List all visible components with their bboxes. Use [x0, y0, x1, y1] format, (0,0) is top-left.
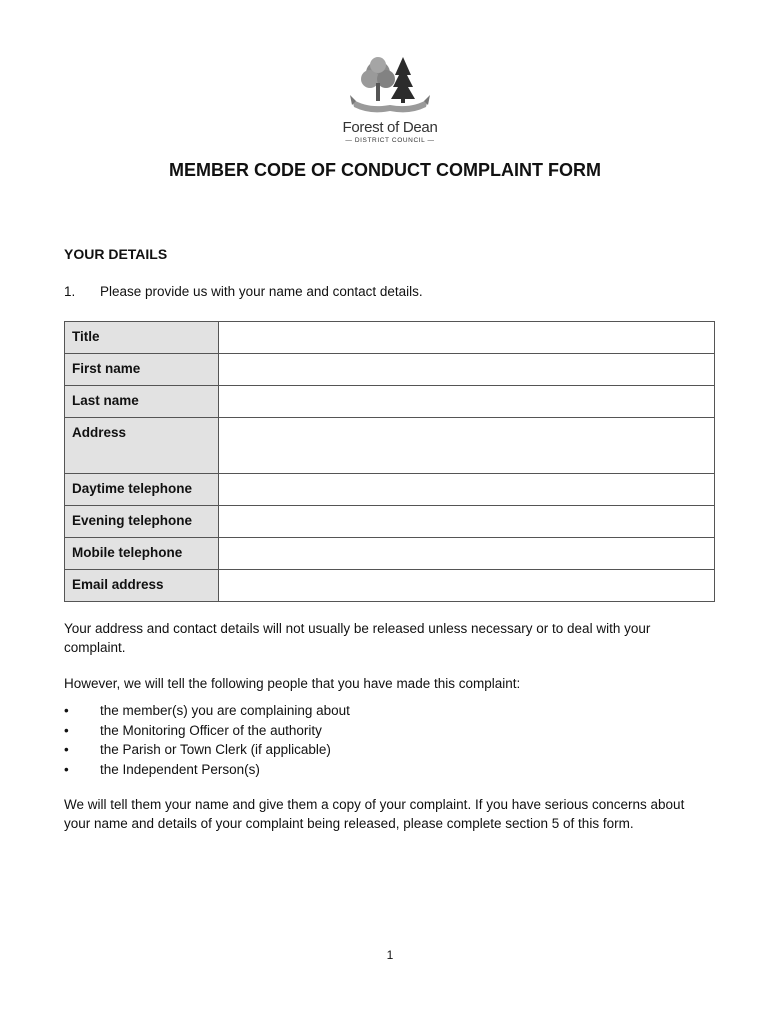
last-name-field[interactable]	[219, 386, 715, 418]
title-label: Title	[65, 322, 219, 354]
list-item	[64, 721, 350, 741]
bullet-icon: •	[64, 722, 69, 738]
table-row	[65, 570, 715, 602]
table-row	[65, 506, 715, 538]
bullet-icon: •	[64, 703, 69, 718]
daytime-telephone-field[interactable]	[219, 474, 715, 506]
last-name-label: Last name	[65, 386, 219, 418]
first-name-field[interactable]	[219, 354, 715, 386]
mobile-telephone-label: Mobile telephone	[65, 538, 219, 570]
email-address-label: Email address	[65, 570, 219, 602]
question-number: 1.	[64, 284, 76, 299]
email-address-field[interactable]	[219, 570, 715, 602]
mobile-telephone-field[interactable]	[219, 538, 715, 570]
table-row	[65, 386, 715, 418]
privacy-note: Your address and contact details will not usually be released unless necessary or to deal with your complaint.	[64, 621, 651, 655]
title-field[interactable]	[219, 322, 715, 354]
bullet-icon: •	[64, 761, 69, 777]
logo-subtitle: — DISTRICT COUNCIL —	[345, 137, 435, 144]
table-row	[65, 418, 715, 474]
table-row	[65, 474, 715, 506]
council-logo	[330, 55, 450, 150]
recipients-intro: However, we will tell the following people that you have made this complaint:	[64, 676, 521, 691]
table-row	[65, 354, 715, 386]
table-row	[65, 538, 715, 570]
list-item	[64, 740, 350, 760]
page-number: 1	[386, 948, 394, 962]
document-title: MEMBER CODE OF CONDUCT COMPLAINT FORM	[169, 160, 601, 180]
trees-logo-icon	[348, 55, 432, 117]
recipient-text: the Monitoring Officer of the authority	[100, 722, 322, 738]
recipient-text: the Parish or Town Clerk (if applicable)	[100, 742, 331, 757]
bullet-icon: •	[64, 742, 69, 757]
recipient-text: the member(s) you are complaining about	[100, 703, 350, 718]
question-text: Please provide us with your name and contact details.	[100, 284, 423, 299]
address-label: Address	[65, 418, 219, 474]
contact-details-table	[64, 321, 715, 602]
evening-telephone-field[interactable]	[219, 506, 715, 538]
recipients-list	[64, 701, 350, 779]
evening-telephone-label: Evening telephone	[65, 506, 219, 538]
list-item	[64, 701, 350, 721]
table-row	[65, 322, 715, 354]
section-heading: YOUR DETAILS	[64, 246, 168, 262]
recipient-text: the Independent Person(s)	[100, 761, 260, 777]
list-item	[64, 760, 350, 780]
address-field[interactable]	[219, 418, 715, 474]
logo-name: Forest of Dean	[342, 119, 438, 136]
first-name-label: First name	[65, 354, 219, 386]
daytime-telephone-label: Daytime telephone	[65, 474, 219, 506]
closing-note: We will tell them your name and give them a copy of your complaint. If you have serious concerns about your name and details of your complaint being released, please complete section 5 of this form.	[64, 797, 685, 831]
